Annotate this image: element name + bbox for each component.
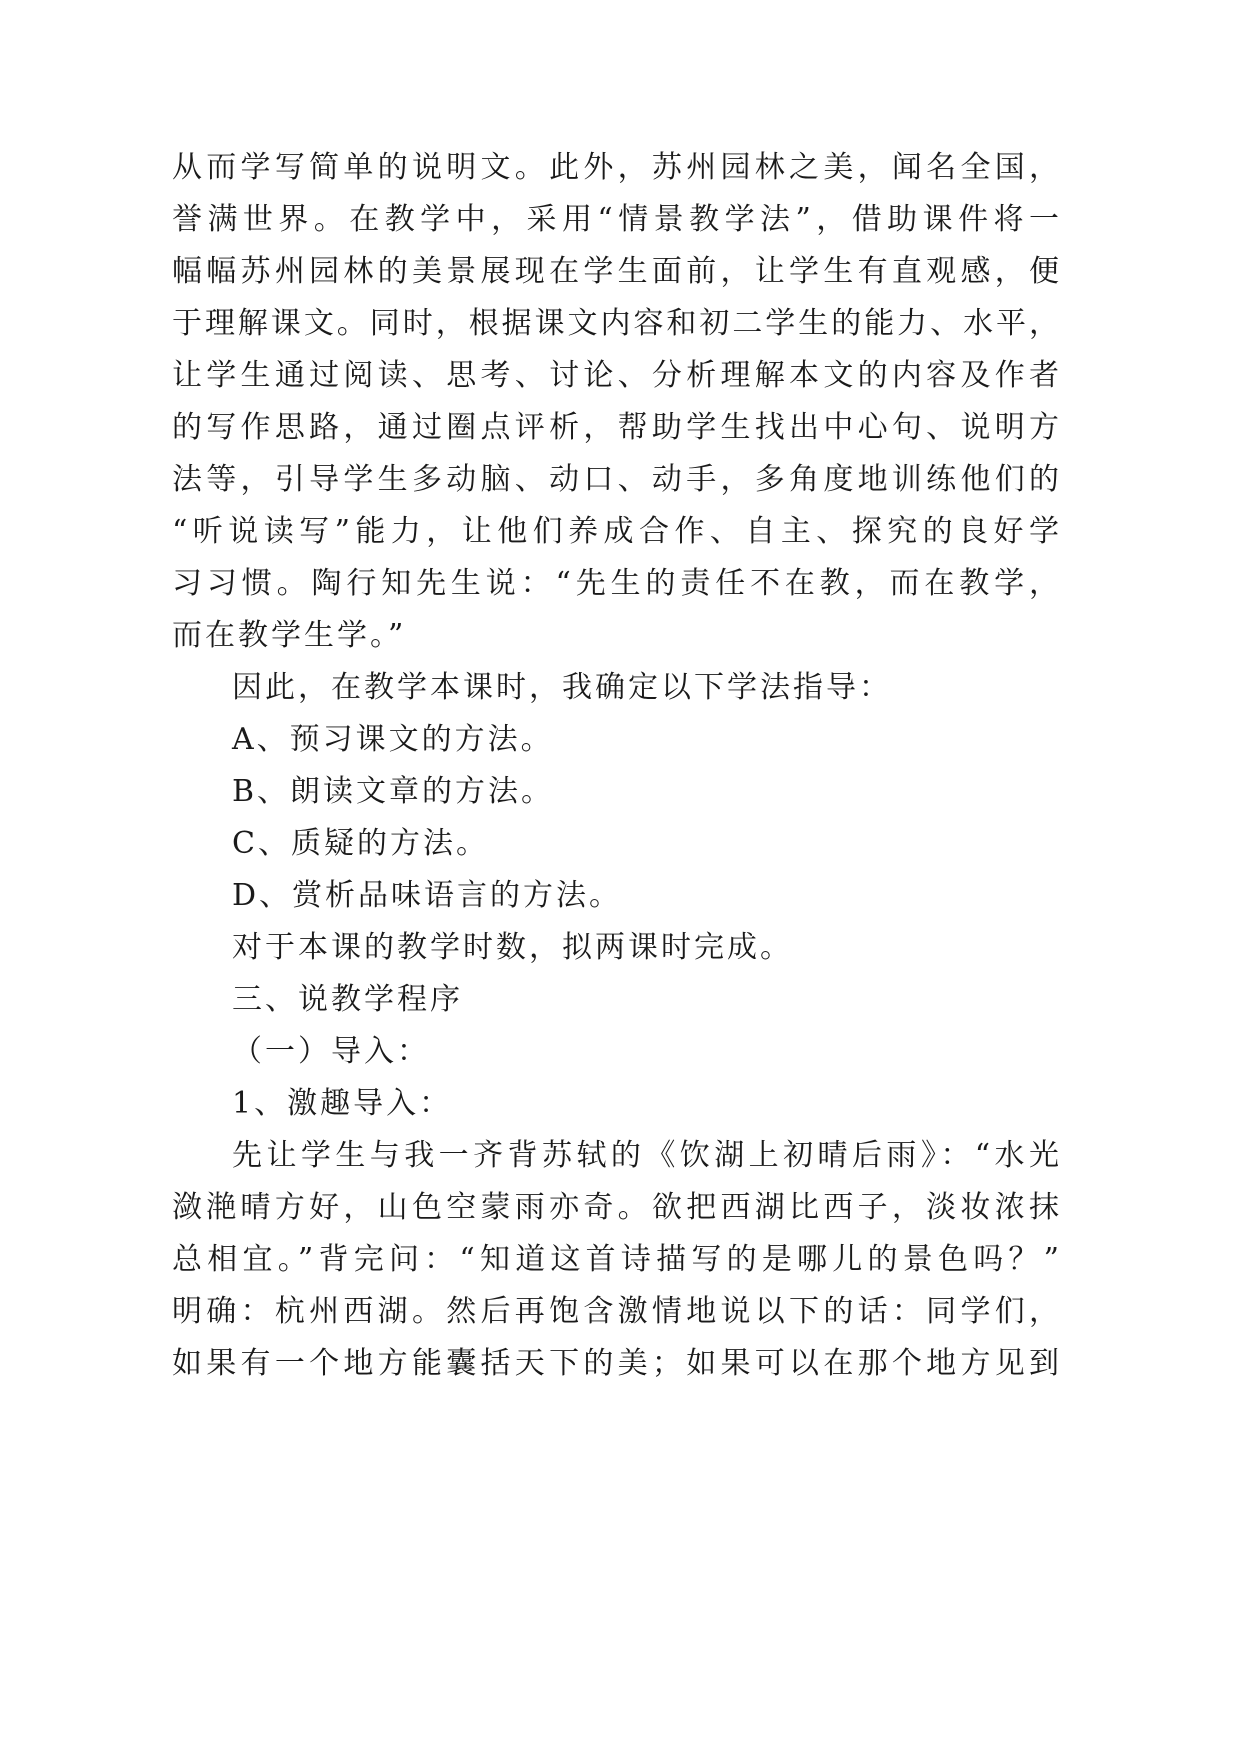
paragraph (172, 142, 1060, 662)
text-line: （一）导入： (232, 1034, 430, 1069)
text-line: 明确：杭州西湖。然后再饱含激情地说以下的话：同学们， (172, 1294, 1060, 1329)
text-line: 从而学写简单的说明文。此外，苏州园林之美，闻名全国， (172, 150, 1060, 185)
paragraph (172, 922, 1060, 974)
text-line: 对于本课的教学时数，拟两课时完成。 (232, 930, 793, 965)
text-line: B、朗读文章的方法。 (232, 774, 555, 809)
text-line: 1、激趣导入： (232, 1086, 453, 1121)
text-line: 潋滟晴方好，山色空蒙雨亦奇。欲把西湖比西子，淡妆浓抹 (172, 1190, 1060, 1225)
text-line: 让学生通过阅读、思考、讨论、分析理解本文的内容及作者 (172, 358, 1060, 393)
list-item (172, 766, 1060, 818)
list-item (172, 818, 1060, 870)
section-heading (172, 974, 1060, 1026)
text-line: 先让学生与我一齐背苏轼的《饮湖上初晴后雨》：“水光 (232, 1138, 1060, 1173)
text-line: 而在教学生学。” (172, 618, 407, 653)
text-line: 的写作思路，通过圈点评析，帮助学生找出中心句、说明方 (172, 410, 1060, 445)
paragraph (172, 662, 1060, 714)
text-line: 法等，引导学生多动脑、动口、动手，多角度地训练他们的 (172, 462, 1060, 497)
subsection-heading (172, 1078, 1060, 1130)
text-line: 三、说教学程序 (232, 982, 463, 1017)
list-item (172, 870, 1060, 922)
text-line: 总相宜。”背完问：“知道这首诗描写的是哪儿的景色吗？” (172, 1242, 1060, 1277)
text-line: D、赏析品味语言的方法。 (232, 878, 623, 913)
text-line: 如果有一个地方能囊括天下的美；如果可以在那个地方见到 (172, 1346, 1060, 1381)
list-item (172, 714, 1060, 766)
paragraph (172, 1130, 1060, 1390)
text-line: 习习惯。陶行知先生说：“先生的责任不在教，而在教学， (172, 566, 1060, 601)
text-line: 因此，在教学本课时，我确定以下学法指导： (232, 670, 892, 705)
text-line: “听说读写”能力，让他们养成合作、自主、探究的良好学 (172, 514, 1060, 549)
text-line: C、质疑的方法。 (232, 826, 489, 861)
document-body (172, 142, 1060, 1390)
text-line: A、预习课文的方法。 (232, 722, 554, 757)
text-line: 誉满世界。在教学中，采用“情景教学法”，借助课件将一 (172, 202, 1060, 237)
text-line: 于理解课文。同时，根据课文内容和初二学生的能力、水平， (172, 306, 1060, 341)
subsection-heading (172, 1026, 1060, 1078)
text-line: 幅幅苏州园林的美景展现在学生面前，让学生有直观感，便 (172, 254, 1060, 289)
